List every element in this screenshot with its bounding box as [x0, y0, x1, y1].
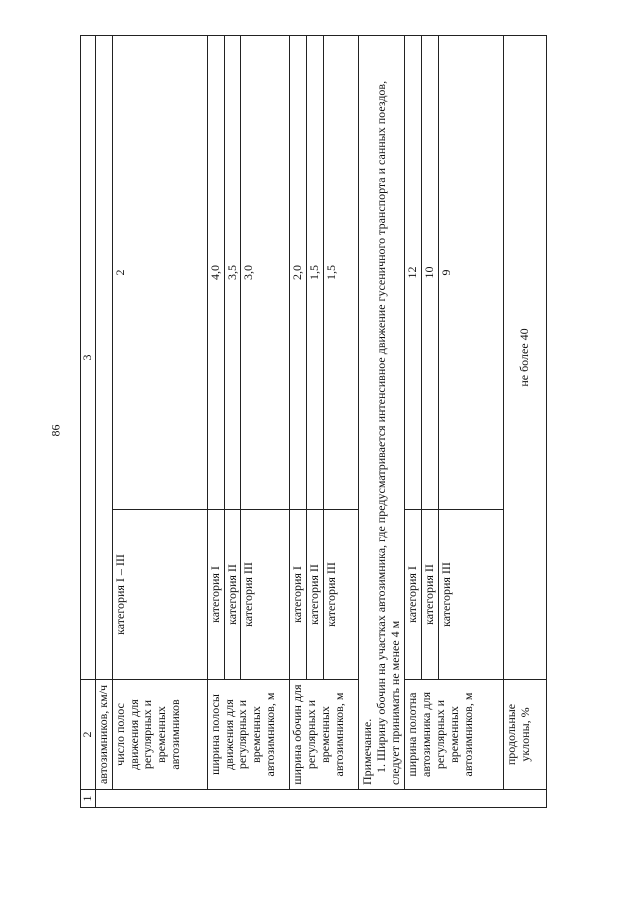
roadbed-width-param: ширина полотна автозимника для регулярных и временных автозимников, м: [405, 680, 504, 790]
header-col-1: 1: [81, 790, 96, 808]
lane-width-val-3: 3,0: [241, 36, 290, 510]
note-cell: [358, 36, 404, 790]
table-row: [207, 36, 224, 808]
lane-width-val-1: 4,0: [207, 36, 224, 510]
page-number: 86: [48, 424, 63, 437]
roadbed-width-cat-1: категория I: [405, 510, 422, 680]
shoulder-width-val-1: 2,0: [290, 36, 307, 510]
col1-cell: [96, 790, 547, 808]
table-row: [290, 36, 307, 808]
shoulder-width-param: ширина обочин для регулярных и временных автозимников, м: [290, 680, 359, 790]
speed-value-cell: [96, 36, 113, 680]
lanes-param: число полос движения для регулярных и временных автозимников: [112, 680, 207, 790]
header-col-3: 3: [81, 36, 96, 680]
slopes-param: продольные уклоны, %: [503, 680, 546, 790]
shoulder-width-cat-2: категория II: [307, 510, 324, 680]
lanes-category: категория I – III: [112, 510, 207, 680]
note-title: Примечание.: [359, 718, 374, 785]
lane-width-param: ширина полосы движения для регулярных и временных автозимников, м: [207, 680, 290, 790]
table-row: [96, 36, 113, 808]
slopes-value: не более 40: [503, 36, 546, 680]
header-row: [81, 36, 96, 808]
shoulder-width-cat-1: категория I: [290, 510, 307, 680]
shoulder-width-val-3: 1,5: [323, 36, 358, 510]
lane-width-cat-1: категория I: [207, 510, 224, 680]
table-row: [503, 36, 546, 808]
note-row: [358, 36, 404, 808]
shoulder-width-cat-3: категория III: [323, 510, 358, 680]
roadbed-width-val-3: 9: [438, 36, 503, 510]
table-row: [112, 36, 207, 808]
roadbed-width-cat-2: категория II: [422, 510, 439, 680]
lane-width-cat-2: категория II: [224, 510, 241, 680]
roadbed-width-val-2: 10: [422, 36, 439, 510]
table-row: [405, 36, 422, 808]
header-col-2: 2: [81, 680, 96, 790]
note-text: 1. Ширину обочин на участках автозимника, где предусматривается интенсивное движение гусеничного транспорта и санных поездов, следует принимать не менее 4 м: [373, 80, 402, 785]
roadbed-width-cat-3: категория III: [438, 510, 503, 680]
specifications-table: [80, 35, 547, 808]
roadbed-width-val-1: 12: [405, 36, 422, 510]
lanes-value: 2: [112, 36, 207, 510]
rotated-sheet: [80, 36, 556, 808]
lane-width-val-2: 3,5: [224, 36, 241, 510]
lane-width-cat-3: категория III: [241, 510, 290, 680]
shoulder-width-val-2: 1,5: [307, 36, 324, 510]
speed-unit-cell: автозимников, км/ч: [96, 680, 113, 790]
